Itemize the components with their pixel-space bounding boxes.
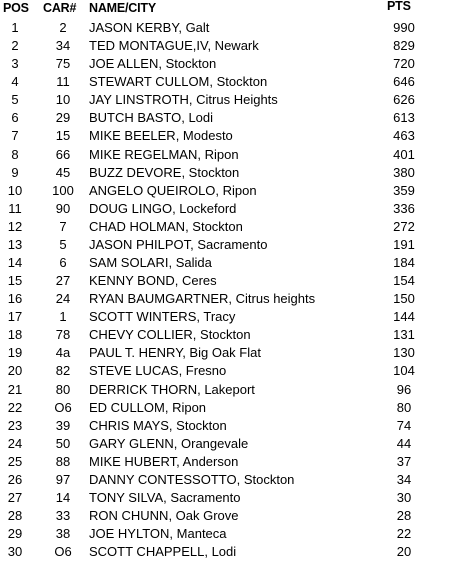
- name-city-cell: BUZZ DEVORE, Stockton: [89, 164, 240, 180]
- car-column-header: CAR#: [43, 1, 77, 15]
- points-cell: 44: [396, 435, 412, 451]
- points-cell: 380: [393, 164, 415, 180]
- pos-cell: 9: [11, 164, 19, 180]
- car-number-cell: 39: [55, 417, 71, 433]
- points-cell: 336: [393, 200, 415, 216]
- car-number-cell: 45: [55, 164, 71, 180]
- table-row: [0, 453, 450, 471]
- points-cell: 613: [393, 110, 415, 126]
- pos-cell: 11: [8, 200, 22, 216]
- car-number-cell: 27: [55, 273, 71, 289]
- pos-cell: 17: [7, 309, 23, 325]
- points-cell: 131: [393, 327, 415, 343]
- name-city-cell: MIKE BEELER, Modesto: [89, 128, 233, 144]
- car-number-cell: 78: [55, 327, 71, 343]
- pos-cell: 2: [11, 38, 19, 54]
- table-row: [0, 109, 450, 127]
- name-city-cell: JASON PHILPOT, Sacramento: [89, 236, 268, 252]
- points-cell: 720: [393, 56, 415, 72]
- points-cell: 184: [393, 255, 415, 271]
- table-header: [0, 1, 450, 19]
- car-number-cell: 66: [55, 146, 71, 162]
- car-number-cell: 88: [55, 453, 71, 469]
- car-number-cell: 11: [56, 74, 70, 90]
- name-city-cell: JOE HYLTON, Manteca: [89, 526, 227, 542]
- name-city-cell: GARY GLENN, Orangevale: [89, 435, 249, 451]
- name-city-cell: STEWART CULLOM, Stockton: [89, 74, 268, 90]
- name-city-cell: MIKE REGELMAN, Ripon: [89, 146, 239, 162]
- points-cell: 150: [393, 291, 415, 307]
- name-city-cell: CHAD HOLMAN, Stockton: [89, 218, 243, 234]
- car-number-cell: 100: [52, 182, 74, 198]
- table-row: [0, 236, 450, 254]
- name-city-cell: RYAN BAUMGARTNER, Citrus heights: [89, 291, 316, 307]
- pos-cell: 12: [7, 218, 23, 234]
- car-number-cell: O6: [54, 399, 72, 415]
- name-city-column-header: NAME/CITY: [89, 1, 156, 15]
- car-number-cell: 38: [55, 526, 71, 542]
- car-number-cell: 7: [59, 218, 67, 234]
- points-cell: 272: [393, 218, 415, 234]
- pos-cell: 5: [11, 92, 19, 108]
- table-row: [0, 471, 450, 489]
- pos-column-header: POS: [3, 1, 29, 15]
- car-number-cell: O6: [54, 544, 72, 560]
- pos-cell: 6: [11, 110, 19, 126]
- name-city-cell: STEVE LUCAS, Fresno: [89, 363, 227, 379]
- points-cell: 646: [393, 74, 415, 90]
- pos-cell: 27: [7, 490, 23, 506]
- points-cell: 37: [396, 453, 412, 469]
- name-city-cell: DANNY CONTESSOTTO, Stockton: [89, 471, 295, 487]
- name-city-cell: TED MONTAGUE,IV, Newark: [89, 38, 259, 54]
- name-city-cell: JOE ALLEN, Stockton: [89, 56, 217, 72]
- points-cell: 154: [393, 273, 415, 289]
- car-number-cell: 5: [59, 236, 67, 252]
- pos-cell: 25: [7, 453, 23, 469]
- pos-cell: 21: [7, 381, 23, 397]
- pos-cell: 7: [11, 128, 19, 144]
- points-cell: 990: [393, 20, 415, 35]
- table-row: [0, 218, 450, 236]
- table-row: [0, 326, 450, 344]
- car-number-cell: 29: [55, 110, 71, 126]
- pos-cell: 20: [7, 363, 23, 379]
- name-city-cell: KENNY BOND, Ceres: [89, 273, 217, 289]
- pos-cell: 19: [7, 345, 23, 361]
- pos-cell: 24: [7, 435, 23, 451]
- name-city-cell: JASON KERBY, Galt: [89, 20, 210, 35]
- points-cell: 34: [396, 471, 412, 487]
- pos-cell: 28: [7, 508, 23, 524]
- name-city-cell: SCOTT WINTERS, Tracy: [89, 309, 236, 325]
- standings-table: [0, 19, 450, 561]
- points-cell: 829: [393, 38, 415, 54]
- name-city-cell: DOUG LINGO, Lockeford: [89, 200, 237, 216]
- car-number-cell: 34: [55, 38, 71, 54]
- car-number-cell: 80: [55, 381, 71, 397]
- pos-cell: 15: [7, 273, 23, 289]
- table-row: [0, 489, 450, 507]
- table-row: [0, 381, 450, 399]
- points-cell: 80: [396, 399, 412, 415]
- points-cell: 104: [393, 363, 415, 379]
- name-city-cell: ED CULLOM, Ripon: [89, 399, 207, 415]
- pts-column-header: PTS: [387, 0, 411, 13]
- table-row: [0, 91, 450, 109]
- car-number-cell: 97: [55, 471, 71, 487]
- table-row: [0, 272, 450, 290]
- pos-cell: 23: [7, 417, 23, 433]
- car-number-cell: 33: [55, 508, 71, 524]
- name-city-cell: PAUL T. HENRY, Big Oak Flat: [89, 345, 261, 361]
- points-cell: 130: [393, 345, 415, 361]
- table-row: [0, 543, 450, 561]
- points-cell: 30: [396, 490, 412, 506]
- pos-cell: 13: [7, 236, 23, 252]
- pos-cell: 14: [7, 255, 23, 271]
- name-city-cell: CHRIS MAYS, Stockton: [89, 417, 227, 433]
- name-city-cell: MIKE HUBERT, Anderson: [89, 453, 239, 469]
- pos-cell: 10: [7, 182, 23, 198]
- table-row: [0, 37, 450, 55]
- table-row: [0, 525, 450, 543]
- car-number-cell: 24: [55, 291, 71, 307]
- table-row: [0, 417, 450, 435]
- table-row: [0, 344, 450, 362]
- car-number-cell: 90: [55, 200, 71, 216]
- pos-cell: 30: [7, 544, 23, 560]
- name-city-cell: BUTCH BASTO, Lodi: [89, 110, 214, 126]
- table-row: [0, 308, 450, 326]
- points-cell: 22: [396, 526, 412, 542]
- car-number-cell: 10: [55, 92, 71, 108]
- points-cell: 28: [396, 508, 412, 524]
- table-row: [0, 290, 450, 308]
- points-cell: 401: [393, 146, 415, 162]
- table-row: [0, 55, 450, 73]
- pos-cell: 29: [7, 526, 23, 542]
- pos-cell: 26: [7, 471, 23, 487]
- pos-cell: 3: [11, 56, 19, 72]
- table-row: [0, 507, 450, 525]
- car-number-cell: 75: [55, 56, 71, 72]
- points-cell: 463: [393, 128, 415, 144]
- table-row: [0, 127, 450, 145]
- points-cell: 20: [396, 544, 412, 560]
- table-row: [0, 164, 450, 182]
- pos-cell: 18: [7, 327, 23, 343]
- name-city-cell: RON CHUNN, Oak Grove: [89, 508, 239, 524]
- table-row: [0, 362, 450, 380]
- points-cell: 359: [393, 182, 415, 198]
- table-row: [0, 435, 450, 453]
- pos-cell: 22: [7, 399, 23, 415]
- points-cell: 144: [393, 309, 415, 325]
- car-number-cell: 14: [55, 490, 71, 506]
- name-city-cell: JAY LINSTROTH, Citrus Heights: [89, 92, 278, 108]
- name-city-cell: TONY SILVA, Sacramento: [89, 490, 241, 506]
- pos-cell: 4: [11, 74, 19, 90]
- pos-cell: 1: [11, 20, 19, 35]
- table-row: [0, 399, 450, 417]
- points-cell: 626: [393, 92, 415, 108]
- table-row: [0, 254, 450, 272]
- car-number-cell: 82: [55, 363, 71, 379]
- car-number-cell: 1: [59, 309, 67, 325]
- car-number-cell: 6: [59, 255, 67, 271]
- table-row: [0, 73, 450, 91]
- name-city-cell: ANGELO QUEIROLO, Ripon: [89, 182, 257, 198]
- name-city-cell: CHEVY COLLIER, Stockton: [89, 327, 251, 343]
- points-cell: 74: [396, 417, 412, 433]
- table-row: [0, 19, 450, 37]
- name-city-cell: DERRICK THORN, Lakeport: [89, 381, 255, 397]
- name-city-cell: SAM SOLARI, Salida: [89, 255, 212, 271]
- name-city-cell: SCOTT CHAPPELL, Lodi: [89, 544, 237, 560]
- car-number-cell: 4a: [55, 345, 71, 361]
- table-row: [0, 200, 450, 218]
- table-row: [0, 182, 450, 200]
- car-number-cell: 2: [59, 20, 67, 35]
- car-number-cell: 15: [55, 128, 71, 144]
- car-number-cell: 50: [55, 435, 71, 451]
- points-cell: 191: [393, 236, 415, 252]
- pos-cell: 16: [7, 291, 23, 307]
- points-cell: 96: [396, 381, 412, 397]
- table-row: [0, 146, 450, 164]
- pos-cell: 8: [11, 146, 19, 162]
